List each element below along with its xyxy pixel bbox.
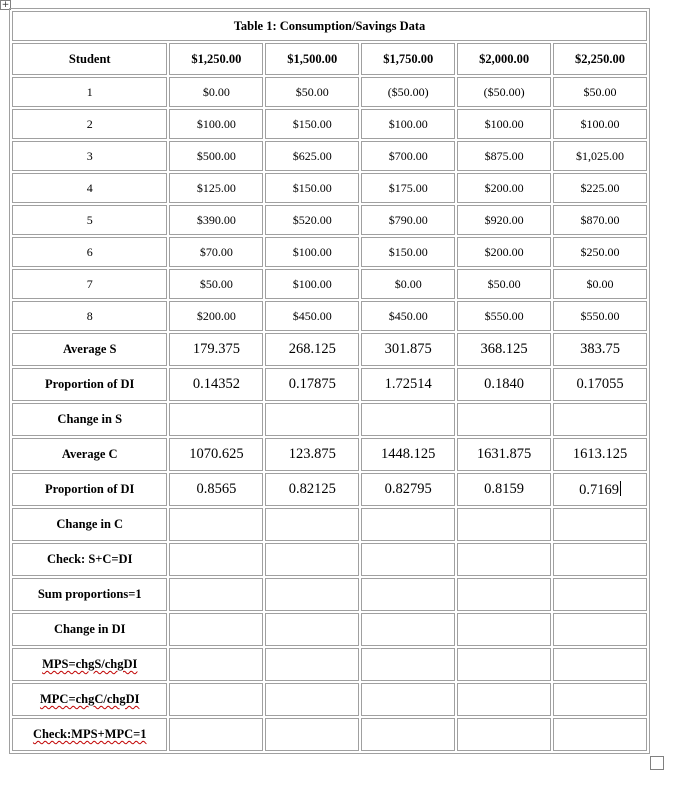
savings-value-cell[interactable]: $100.00 <box>361 109 455 139</box>
student-id-cell[interactable]: 2 <box>12 109 167 139</box>
table-row <box>12 269 647 299</box>
calc-value-cell[interactable] <box>457 508 551 541</box>
calc-value-text: 0.8159 <box>484 481 525 497</box>
calc-value-cell[interactable] <box>553 578 647 611</box>
table-row <box>12 205 647 235</box>
calc-value-cell[interactable] <box>265 578 359 611</box>
calc-value-cell[interactable] <box>457 543 551 576</box>
savings-value-cell[interactable]: $700.00 <box>361 141 455 171</box>
calc-value-text: 123.875 <box>288 446 336 462</box>
calc-value-cell[interactable] <box>553 368 647 401</box>
calc-value-text: 0.17055 <box>576 376 624 392</box>
student-id-cell[interactable]: 1 <box>12 77 167 107</box>
savings-value-cell[interactable]: $70.00 <box>169 237 263 267</box>
savings-value-cell[interactable]: $200.00 <box>457 173 551 203</box>
calc-value-cell[interactable] <box>457 648 551 681</box>
calc-row <box>12 438 647 471</box>
calc-row-label[interactable] <box>12 613 167 646</box>
calc-value-text: 0.82795 <box>384 481 432 497</box>
savings-value-cell[interactable]: $50.00 <box>169 269 263 299</box>
calc-value-cell[interactable] <box>457 718 551 751</box>
calc-value-cell[interactable] <box>553 438 647 471</box>
calc-value-text: 0.17875 <box>288 376 336 392</box>
calc-value-cell[interactable] <box>457 613 551 646</box>
savings-value-cell[interactable]: $450.00 <box>265 301 359 331</box>
calc-row <box>12 403 647 436</box>
calc-row <box>12 473 647 506</box>
calc-value-cell[interactable] <box>169 473 263 506</box>
calc-value-cell[interactable] <box>169 333 263 366</box>
calc-row <box>12 613 647 646</box>
calc-row-label-text: Check:MPS+MPC=1 <box>32 727 147 741</box>
calc-row <box>12 578 647 611</box>
calc-value-text: 0.7169 <box>579 481 619 498</box>
calc-value-cell[interactable] <box>457 438 551 471</box>
calc-value-cell[interactable] <box>169 718 263 751</box>
header-income-1250[interactable]: $1,250.00 <box>169 43 263 75</box>
calc-value-text: 268.125 <box>288 341 336 357</box>
calc-row <box>12 648 647 681</box>
calc-value-text: 179.375 <box>192 341 240 357</box>
savings-value-cell[interactable]: $100.00 <box>265 237 359 267</box>
savings-value-cell[interactable]: $50.00 <box>457 269 551 299</box>
calc-row-label-text: Proportion of DI <box>45 482 135 496</box>
calc-value-cell[interactable] <box>265 613 359 646</box>
calc-value-cell[interactable] <box>265 333 359 366</box>
calc-value-cell[interactable] <box>553 543 647 576</box>
savings-value-cell[interactable]: $50.00 <box>553 77 647 107</box>
table-row <box>12 237 647 267</box>
calc-value-cell[interactable] <box>169 648 263 681</box>
calc-value-cell[interactable] <box>361 368 455 401</box>
calc-row-label-text: Change in C <box>56 517 124 531</box>
savings-value-cell[interactable]: $0.00 <box>361 269 455 299</box>
student-id-cell[interactable]: 8 <box>12 301 167 331</box>
calc-value-cell[interactable] <box>361 543 455 576</box>
savings-value-cell[interactable]: $500.00 <box>169 141 263 171</box>
calc-row-label-text: Sum proportions=1 <box>37 587 142 601</box>
calc-row-label[interactable] <box>12 473 167 506</box>
calc-row-label-text: Average S <box>62 342 117 356</box>
calc-value-cell[interactable] <box>265 718 359 751</box>
calc-value-cell[interactable] <box>265 368 359 401</box>
calc-row-label[interactable] <box>12 578 167 611</box>
calc-value-cell[interactable] <box>265 403 359 436</box>
savings-value-cell[interactable]: $100.00 <box>553 109 647 139</box>
calc-value-cell[interactable] <box>457 333 551 366</box>
savings-value-cell[interactable]: $520.00 <box>265 205 359 235</box>
calc-value-cell[interactable] <box>265 683 359 716</box>
savings-value-cell[interactable]: $625.00 <box>265 141 359 171</box>
header-student-label[interactable]: Student <box>12 43 167 75</box>
calc-value-cell[interactable] <box>169 683 263 716</box>
calc-row-label-text: MPC=chgC/chgDI <box>39 692 140 706</box>
calc-value-cell[interactable] <box>361 613 455 646</box>
calc-value-cell[interactable] <box>361 333 455 366</box>
calc-row-label-text: Change in S <box>57 412 123 426</box>
calc-value-cell[interactable] <box>361 578 455 611</box>
text-cursor <box>620 481 621 496</box>
calc-value-cell[interactable] <box>553 648 647 681</box>
title-row <box>12 11 647 41</box>
header-income-2250[interactable]: $2,250.00 <box>553 43 647 75</box>
table-row <box>12 301 647 331</box>
calc-row <box>12 508 647 541</box>
student-id-cell[interactable]: 3 <box>12 141 167 171</box>
savings-value-cell[interactable]: $550.00 <box>553 301 647 331</box>
calc-value-cell[interactable] <box>265 543 359 576</box>
calc-row <box>12 368 647 401</box>
savings-value-cell[interactable]: $100.00 <box>169 109 263 139</box>
calc-row-label-text: Change in DI <box>53 622 126 636</box>
calc-value-cell[interactable] <box>265 648 359 681</box>
header-income-1750[interactable]: $1,750.00 <box>361 43 455 75</box>
calc-value-cell[interactable] <box>361 683 455 716</box>
calc-value-cell[interactable] <box>265 508 359 541</box>
savings-value-cell[interactable]: $100.00 <box>265 269 359 299</box>
savings-value-cell[interactable]: $50.00 <box>265 77 359 107</box>
savings-value-cell[interactable]: $150.00 <box>361 237 455 267</box>
table-row <box>12 109 647 139</box>
table-move-handle-icon[interactable]: + <box>1 0 10 10</box>
table-row <box>12 77 647 107</box>
calc-row-label[interactable] <box>12 683 167 716</box>
calc-value-cell[interactable] <box>457 578 551 611</box>
calc-row-label[interactable] <box>12 333 167 366</box>
calc-row-label[interactable] <box>12 718 167 751</box>
savings-value-cell[interactable]: $870.00 <box>553 205 647 235</box>
calc-value-cell[interactable] <box>553 508 647 541</box>
calc-row-label[interactable] <box>12 368 167 401</box>
savings-value-cell[interactable]: $550.00 <box>457 301 551 331</box>
calc-value-cell[interactable] <box>553 333 647 366</box>
calc-value-text: 383.75 <box>580 341 620 357</box>
calc-value-cell[interactable] <box>265 438 359 471</box>
student-id-cell[interactable]: 5 <box>12 205 167 235</box>
calc-value-cell[interactable] <box>169 508 263 541</box>
header-row <box>12 43 647 75</box>
calc-value-cell[interactable] <box>457 403 551 436</box>
savings-value-cell[interactable]: $175.00 <box>361 173 455 203</box>
header-income-2000[interactable]: $2,000.00 <box>457 43 551 75</box>
calc-value-cell[interactable] <box>361 508 455 541</box>
calc-value-cell[interactable] <box>361 403 455 436</box>
calc-value-cell[interactable] <box>169 368 263 401</box>
calc-value-text: 1.72514 <box>384 376 432 392</box>
savings-value-cell[interactable]: ($50.00) <box>361 77 455 107</box>
calc-value-cell[interactable] <box>553 403 647 436</box>
savings-value-cell[interactable]: $150.00 <box>265 173 359 203</box>
header-income-1500[interactable]: $1,500.00 <box>265 43 359 75</box>
savings-value-cell[interactable]: $125.00 <box>169 173 263 203</box>
calc-value-cell[interactable] <box>265 473 359 506</box>
calc-value-cell[interactable] <box>553 718 647 751</box>
consumption-savings-table <box>9 8 650 754</box>
calc-row-label-text: MPS=chgS/chgDI <box>42 657 138 671</box>
savings-value-cell[interactable]: $225.00 <box>553 173 647 203</box>
calc-value-cell[interactable] <box>457 473 551 506</box>
calc-row <box>12 683 647 716</box>
calc-value-cell[interactable] <box>361 718 455 751</box>
calc-row-label[interactable] <box>12 403 167 436</box>
table-title[interactable]: Table 1: Consumption/Savings Data <box>12 11 647 41</box>
savings-value-cell[interactable]: $450.00 <box>361 301 455 331</box>
table-row <box>12 173 647 203</box>
savings-value-cell[interactable]: $875.00 <box>457 141 551 171</box>
calc-row-label[interactable] <box>12 543 167 576</box>
calc-value-text: 0.8565 <box>196 481 237 497</box>
savings-value-cell[interactable]: $100.00 <box>457 109 551 139</box>
calc-value-cell[interactable] <box>169 543 263 576</box>
calc-value-text: 301.875 <box>384 341 432 357</box>
student-id-cell[interactable]: 7 <box>12 269 167 299</box>
calc-row <box>12 543 647 576</box>
savings-value-cell[interactable]: $1,025.00 <box>553 141 647 171</box>
calc-value-cell[interactable] <box>553 613 647 646</box>
calc-value-cell[interactable] <box>457 683 551 716</box>
calc-row-label[interactable] <box>12 438 167 471</box>
savings-value-cell[interactable]: $390.00 <box>169 205 263 235</box>
calc-value-cell[interactable] <box>361 473 455 506</box>
calc-row <box>12 718 647 751</box>
savings-value-cell[interactable]: $790.00 <box>361 205 455 235</box>
savings-value-cell[interactable]: $200.00 <box>457 237 551 267</box>
calc-row <box>12 333 647 366</box>
calc-value-cell[interactable] <box>169 403 263 436</box>
calc-value-cell[interactable] <box>169 438 263 471</box>
table-resize-handle-icon[interactable] <box>650 756 664 770</box>
savings-value-cell[interactable]: $0.00 <box>553 269 647 299</box>
calc-value-cell[interactable] <box>169 613 263 646</box>
calc-value-text: 1613.125 <box>572 446 628 462</box>
calc-value-text: 1448.125 <box>381 446 436 462</box>
calc-row-label[interactable] <box>12 508 167 541</box>
calc-value-cell[interactable] <box>553 473 647 506</box>
calc-value-cell[interactable] <box>361 438 455 471</box>
calc-row-label-text: Check: S+C=DI <box>47 552 133 566</box>
calc-value-text: 1631.875 <box>476 446 532 462</box>
calc-value-cell[interactable] <box>169 578 263 611</box>
student-id-cell[interactable]: 4 <box>12 173 167 203</box>
calc-value-text: 0.82125 <box>288 481 336 497</box>
calc-value-text: 1070.625 <box>189 446 244 462</box>
savings-value-cell[interactable]: $250.00 <box>553 237 647 267</box>
calc-row-label-text: Average C <box>61 447 118 461</box>
savings-value-cell[interactable]: $920.00 <box>457 205 551 235</box>
calc-value-text: 0.1840 <box>484 376 525 392</box>
calc-row-label[interactable] <box>12 648 167 681</box>
savings-value-cell[interactable]: $0.00 <box>169 77 263 107</box>
table-row <box>12 141 647 171</box>
savings-value-cell[interactable]: ($50.00) <box>457 77 551 107</box>
savings-value-cell[interactable]: $150.00 <box>265 109 359 139</box>
calc-value-text: 368.125 <box>480 341 528 357</box>
calc-value-text: 0.14352 <box>192 376 240 392</box>
calc-value-cell[interactable] <box>361 648 455 681</box>
student-id-cell[interactable]: 6 <box>12 237 167 267</box>
savings-value-cell[interactable]: $200.00 <box>169 301 263 331</box>
calc-row-label-text: Proportion of DI <box>45 377 135 391</box>
calc-value-cell[interactable] <box>457 368 551 401</box>
calc-value-cell[interactable] <box>553 683 647 716</box>
